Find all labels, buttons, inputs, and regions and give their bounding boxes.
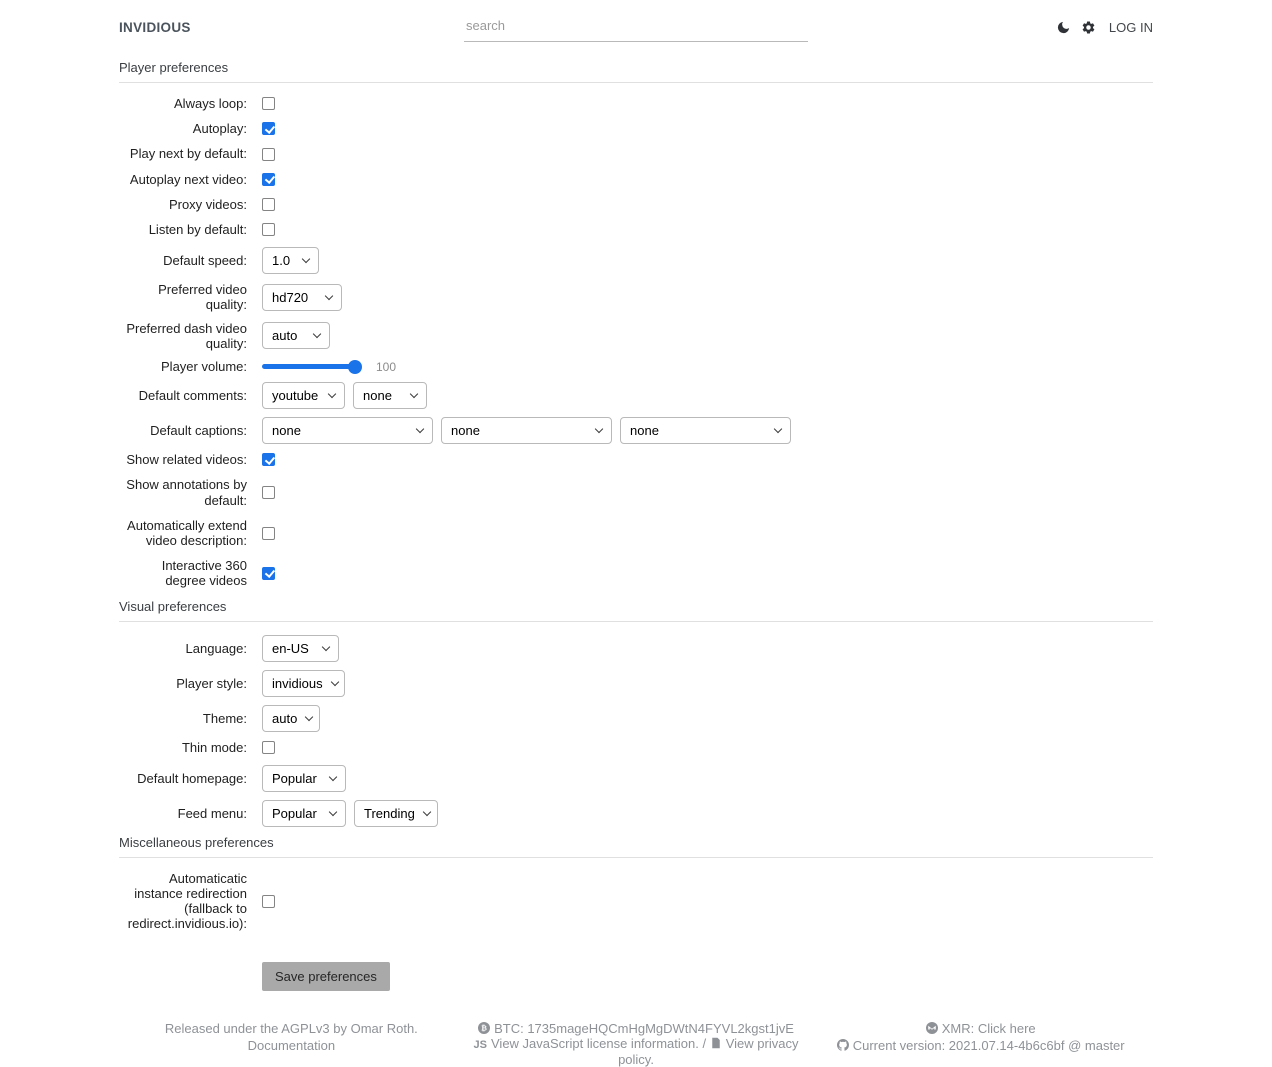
always-loop-checkbox[interactable]	[262, 97, 275, 110]
annotations-checkbox[interactable]	[262, 486, 275, 499]
default-comments-select-2[interactable]	[353, 382, 427, 409]
thin-mode-checkbox[interactable]	[262, 741, 275, 754]
js-icon: JS	[473, 1039, 487, 1051]
default-speed-value: 1.0	[272, 253, 291, 269]
header	[119, 0, 1153, 50]
vr-mode-label: Interactive 360 degree videos	[161, 558, 247, 589]
player-style-value: invidious	[272, 675, 323, 691]
player-style-select[interactable]	[262, 670, 345, 697]
autoplay-label: Autoplay:	[192, 121, 247, 137]
footer-center	[464, 1021, 809, 1067]
pref-row-player-volume	[119, 359, 1153, 374]
chevron-down-icon	[328, 390, 336, 398]
player-style-label: Player style:	[176, 675, 247, 691]
default-captions-label: Default captions:	[150, 423, 247, 439]
default-comments-value-2: none	[363, 388, 392, 404]
default-captions-select-2[interactable]	[441, 417, 612, 444]
pref-row-extend-desc	[119, 518, 1153, 548]
pref-row-language	[119, 635, 1153, 662]
pref-row-preferred-dash-quality	[119, 321, 1153, 351]
play-next-checkbox[interactable]	[262, 148, 275, 161]
feed-menu-value-1: Popular	[272, 805, 317, 821]
feed-menu-value-2: Trending	[364, 805, 415, 821]
listen-by-default-label: Listen by default:	[148, 222, 247, 238]
theme-label: Theme:	[202, 710, 247, 726]
monero-icon	[926, 1022, 938, 1034]
default-comments-value-1: youtube	[272, 388, 319, 404]
footer-separator: /	[702, 1036, 707, 1051]
related-videos-label: Show related videos:	[126, 452, 247, 468]
chevron-down-icon	[302, 255, 310, 263]
always-loop-label: Always loop:	[174, 96, 247, 111]
default-home-select[interactable]	[262, 765, 346, 792]
player-volume-label: Player volume:	[161, 359, 247, 375]
auto-redirect-label: Automaticatic instance redirection (fallback to redirect.invidious.io):	[127, 870, 247, 932]
pref-row-thin-mode	[119, 740, 1153, 755]
chevron-down-icon	[330, 677, 338, 685]
proxy-videos-label: Proxy videos:	[168, 196, 247, 212]
privacy-policy-link[interactable]: View privacy policy.	[618, 1036, 799, 1067]
preferred-dash-quality-label: Preferred dash video quality:	[126, 320, 247, 351]
chevron-down-icon	[325, 292, 333, 300]
default-captions-value-1: none	[272, 423, 301, 439]
language-label: Language:	[185, 640, 247, 656]
section-title-player: Player preferences	[119, 60, 1153, 83]
feed-menu-label: Feed menu:	[177, 805, 247, 821]
btc-address: BTC: 1735mageHQCmHgMgDWtN4FYVL2kgst1jvE	[494, 1020, 794, 1036]
default-captions-select-3[interactable]	[620, 417, 791, 444]
language-select[interactable]	[262, 635, 339, 662]
theme-select[interactable]	[262, 705, 320, 732]
search-input[interactable]	[464, 13, 808, 42]
pref-row-vr-mode	[119, 558, 1153, 588]
chevron-down-icon	[305, 712, 313, 720]
chevron-down-icon	[322, 642, 330, 650]
chevron-down-icon	[329, 808, 337, 816]
slider-thumb[interactable]	[348, 360, 362, 374]
chevron-down-icon	[313, 330, 321, 338]
pref-row-always-loop	[119, 96, 1153, 111]
pref-row-autoplay	[119, 121, 1153, 136]
default-speed-select[interactable]	[262, 247, 319, 274]
preferred-quality-label: Preferred video quality:	[158, 282, 247, 313]
preferred-dash-quality-select[interactable]	[262, 322, 330, 349]
pref-row-related-videos	[119, 452, 1153, 467]
documentation-link[interactable]: Documentation	[247, 1038, 336, 1053]
chevron-down-icon	[423, 808, 431, 816]
moon-icon[interactable]	[1056, 20, 1071, 35]
login-link[interactable]: LOG IN	[1108, 20, 1153, 35]
gear-icon[interactable]	[1081, 20, 1096, 35]
svg-text:₿: ₿	[481, 1024, 487, 1033]
chevron-down-icon	[774, 425, 782, 433]
js-license-link[interactable]: View JavaScript license information.	[491, 1036, 699, 1051]
xmr-label: XMR:	[941, 1020, 975, 1036]
pref-row-auto-redirect	[119, 871, 1153, 932]
pref-row-listen-by-default	[119, 222, 1153, 237]
pref-row-player-style	[119, 670, 1153, 697]
autoplay-checkbox[interactable]	[262, 122, 275, 135]
extend-desc-label: Automatically extend video description:	[127, 517, 247, 549]
extend-desc-checkbox[interactable]	[262, 527, 275, 540]
footer-right	[808, 1021, 1153, 1067]
autoplay-next-checkbox[interactable]	[262, 173, 275, 186]
version-text: Current version: 2021.07.14-4b6c6bf @ master	[852, 1038, 1125, 1053]
listen-by-default-checkbox[interactable]	[262, 223, 275, 236]
default-speed-label: Default speed:	[163, 253, 247, 269]
pref-row-default-comments	[119, 382, 1153, 409]
pref-row-preferred-quality	[119, 282, 1153, 312]
player-volume-value: 100	[376, 359, 397, 374]
chevron-down-icon	[329, 773, 337, 781]
feed-menu-select-1[interactable]	[262, 800, 346, 827]
footer-license-text: Released under the AGPLv3 by Omar Roth.	[164, 1020, 418, 1036]
pref-row-autoplay-next	[119, 172, 1153, 187]
github-icon	[837, 1039, 849, 1051]
preferred-dash-quality-value: auto	[272, 328, 298, 344]
bitcoin-icon	[478, 1022, 490, 1034]
brand-logo[interactable]: INVIDIOUS	[119, 20, 191, 35]
pref-row-annotations	[119, 477, 1153, 507]
pref-row-default-captions	[119, 417, 1153, 444]
chevron-down-icon	[410, 390, 418, 398]
pref-row-feed-menu	[119, 800, 1153, 827]
xmr-click-here-link[interactable]: Click here	[977, 1020, 1036, 1036]
pref-row-default-speed	[119, 247, 1153, 274]
preferred-quality-value: hd720	[272, 289, 309, 305]
pref-row-default-home	[119, 765, 1153, 792]
chevron-down-icon	[595, 425, 603, 433]
player-volume-slider[interactable]	[262, 364, 360, 369]
default-comments-select-1[interactable]	[262, 382, 345, 409]
autoplay-next-label: Autoplay next video:	[129, 171, 247, 187]
chevron-down-icon	[416, 425, 424, 433]
footer-left	[119, 1021, 464, 1067]
annotations-label: Show annotations by default:	[126, 477, 247, 508]
theme-value: auto	[272, 710, 298, 726]
preferred-quality-select[interactable]	[262, 284, 342, 311]
pref-row-proxy-videos	[119, 197, 1153, 212]
default-home-value: Popular	[272, 770, 317, 786]
footer	[119, 1021, 1153, 1067]
related-videos-checkbox[interactable]	[262, 453, 275, 466]
document-icon	[710, 1037, 722, 1049]
proxy-videos-checkbox[interactable]	[262, 198, 275, 211]
language-value: en-US	[272, 640, 309, 656]
default-captions-value-2: none	[451, 423, 480, 439]
thin-mode-label: Thin mode:	[181, 739, 247, 755]
pref-row-theme	[119, 705, 1153, 732]
vr-mode-checkbox[interactable]	[262, 567, 275, 580]
default-comments-label: Default comments:	[138, 388, 247, 404]
auto-redirect-checkbox[interactable]	[262, 895, 275, 908]
default-captions-select-1[interactable]	[262, 417, 433, 444]
save-preferences-button[interactable]: Save preferences	[262, 962, 390, 991]
section-title-misc: Miscellaneous preferences	[119, 835, 1153, 858]
pref-row-play-next	[119, 146, 1153, 161]
default-captions-value-3: none	[630, 423, 659, 439]
section-title-visual: Visual preferences	[119, 599, 1153, 622]
feed-menu-select-2[interactable]	[354, 800, 438, 827]
default-home-label: Default homepage:	[137, 770, 247, 786]
play-next-label: Play next by default:	[129, 146, 247, 162]
